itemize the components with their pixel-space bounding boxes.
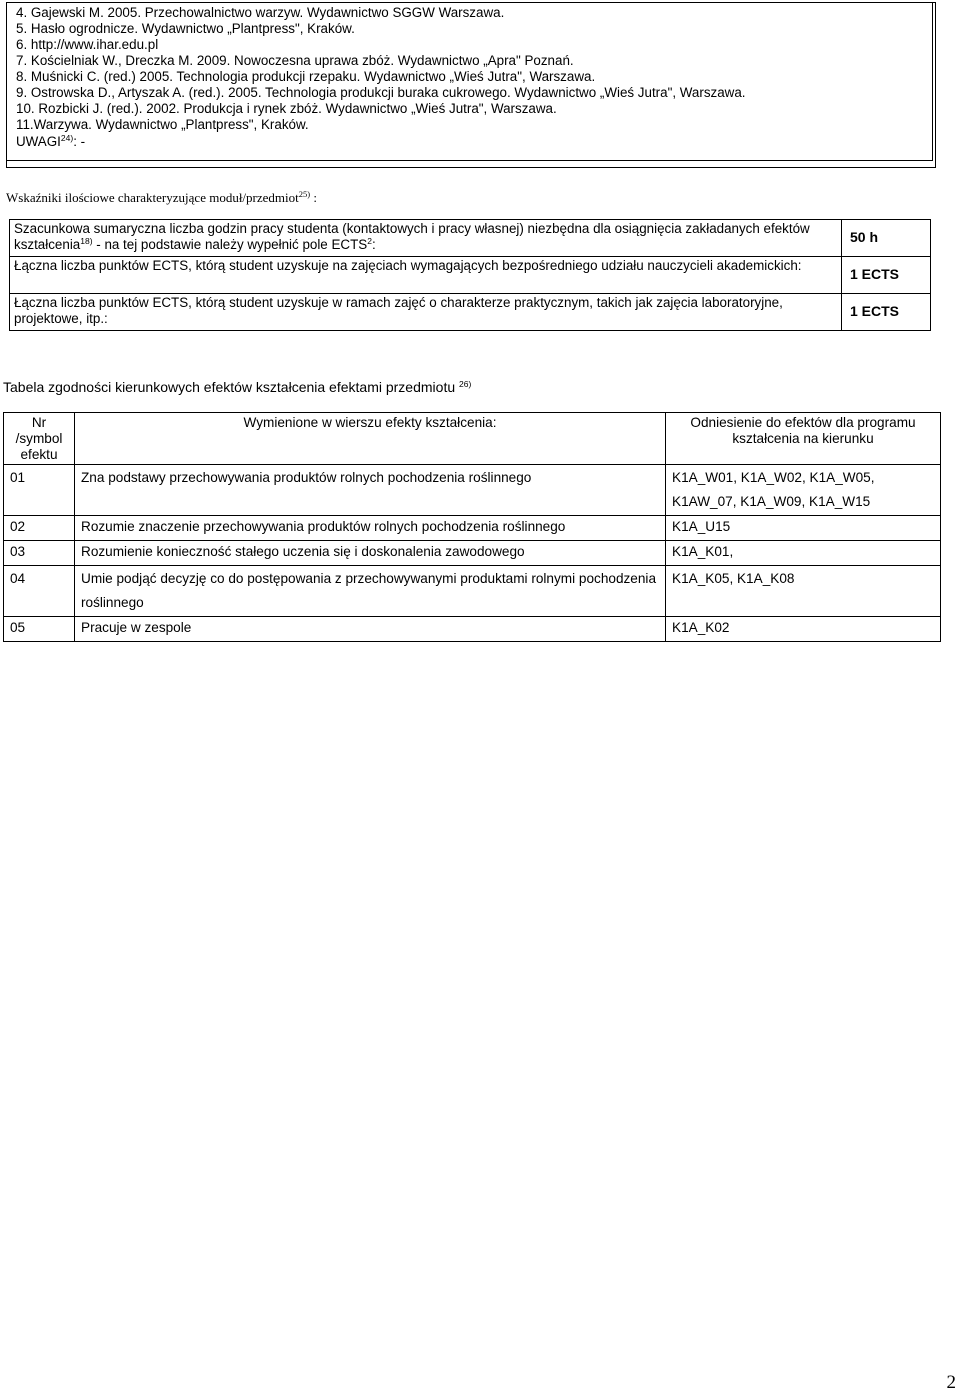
effect-nr: 03 xyxy=(4,541,75,566)
table-row xyxy=(4,566,941,617)
effect-nr: 04 xyxy=(4,566,75,617)
effect-text: Zna podstawy przechowywania produktów rolnych pochodzenia roślinnego xyxy=(75,465,666,516)
indicator-value: 50 h xyxy=(842,220,931,257)
indicator-value: 1 ECTS xyxy=(842,294,931,331)
matching-header-row xyxy=(4,413,941,465)
indicator-text-part: : xyxy=(371,236,376,252)
matching-heading-text: Tabela zgodności kierunkowych efektów kształcenia efektami przedmiotu xyxy=(3,379,456,395)
effect-nr: 01 xyxy=(4,465,75,516)
header-reference: Odniesienie do efektów dla programu kształcenia na kierunku xyxy=(666,413,941,465)
effect-text: Pracuje w zespole xyxy=(75,617,666,642)
indicators-heading-text: Wskaźniki ilościowe charakteryzujące moduł/przedmiot xyxy=(6,190,299,205)
indicators-table xyxy=(9,219,931,331)
effect-nr: 05 xyxy=(4,617,75,642)
matching-heading-footnote: 26) xyxy=(459,379,472,389)
effect-reference: K1A_K01, xyxy=(666,541,941,566)
table-row xyxy=(4,541,941,566)
effect-nr: 02 xyxy=(4,516,75,541)
remarks-value: : - xyxy=(73,134,86,149)
reference-item: 11.Warzywa. Wydawnictwo „Plantpress", Kraków. xyxy=(16,117,309,132)
header-nr: Nr /symbol efektu xyxy=(4,413,75,465)
matching-heading xyxy=(3,379,471,395)
reference-item: 9. Ostrowska D., Artyszak A. (red.). 2005. Technologia produkcji buraka cukrowego. Wydawnictwo „Wieś Jutra", Warszawa. xyxy=(16,85,746,100)
indicator-row xyxy=(10,220,931,257)
references-box xyxy=(6,2,936,168)
effect-reference: K1A_U15 xyxy=(666,516,941,541)
reference-item: 10. Rozbicki J. (red.). 2002. Produkcja i rynek zbóż. Wydawnictwo „Wieś Jutra", Warszawa. xyxy=(16,101,557,116)
indicator-text xyxy=(10,220,842,257)
effect-reference: K1A_K05, K1A_K08 xyxy=(666,566,941,617)
table-row xyxy=(4,617,941,642)
indicator-row xyxy=(10,257,931,294)
matching-table xyxy=(3,412,941,642)
effect-reference: K1A_K02 xyxy=(666,617,941,642)
reference-item: 7. Kościelniak W., Dreczka M. 2009. Nowoczesna uprawa zbóż. Wydawnictwo „Apra" Poznań. xyxy=(16,53,574,68)
indicators-heading xyxy=(6,190,317,206)
indicator-row xyxy=(10,294,931,331)
effect-text: Umie podjąć decyzję co do postępowania z przechowywanymi produktami rolnymi pochodzenia roślinnego xyxy=(75,566,666,617)
indicators-heading-suffix: : xyxy=(310,190,317,205)
indicator-footnote: 2 xyxy=(367,235,372,246)
table-row xyxy=(4,516,941,541)
table-row xyxy=(4,465,941,516)
reference-item: 8. Muśnicki C. (red.) 2005. Technologia produkcji rzepaku. Wydawnictwo „Wieś Jutra", Warszawa. xyxy=(16,69,596,84)
reference-item: 4. Gajewski M. 2005. Przechowalnictwo warzyw. Wydawnictwo SGGW Warszawa. xyxy=(16,5,505,20)
indicator-text: Łączna liczba punktów ECTS, którą student uzyskuje na zajęciach wymagających bezpośredniego udziału nauczycieli akademickich: xyxy=(10,257,842,294)
remarks-line xyxy=(16,134,85,150)
indicator-text-part: - na tej podstawie należy wypełnić pole ECTS xyxy=(92,236,368,252)
reference-item: 6. http://www.ihar.edu.pl xyxy=(16,37,159,52)
reference-item: 5. Hasło ogrodnicze. Wydawnictwo „Plantpress", Kraków. xyxy=(16,21,355,36)
effect-text: Rozumienie konieczność stałego uczenia się i doskonalenia zawodowego xyxy=(75,541,666,566)
remarks-footnote: 24) xyxy=(60,133,74,143)
indicator-footnote: 18) xyxy=(80,235,93,246)
effect-text: Rozumie znaczenie przechowywania produktów rolnych pochodzenia roślinnego xyxy=(75,516,666,541)
indicator-text-part: Szacunkowa sumaryczna liczba godzin pracy studenta (kontaktowych i pracy własnej) niezbędna dla osiągnięcia zakładanych efektów kształcenia xyxy=(14,221,810,252)
header-effects: Wymienione w wierszu efekty kształcenia: xyxy=(75,413,666,465)
indicator-value: 1 ECTS xyxy=(842,257,931,294)
page-number: 2 xyxy=(946,1372,956,1393)
effect-reference: K1A_W01, K1A_W02, K1A_W05, K1AW_07, K1A_W09, K1A_W15 xyxy=(666,465,941,516)
remarks-label: UWAGI xyxy=(16,134,61,149)
indicator-text: Łączna liczba punktów ECTS, którą student uzyskuje w ramach zajęć o charakterze praktycznym, takich jak zajęcia laboratoryjne, projektowe, itp.: xyxy=(10,294,842,331)
indicators-heading-footnote: 25) xyxy=(298,189,311,199)
